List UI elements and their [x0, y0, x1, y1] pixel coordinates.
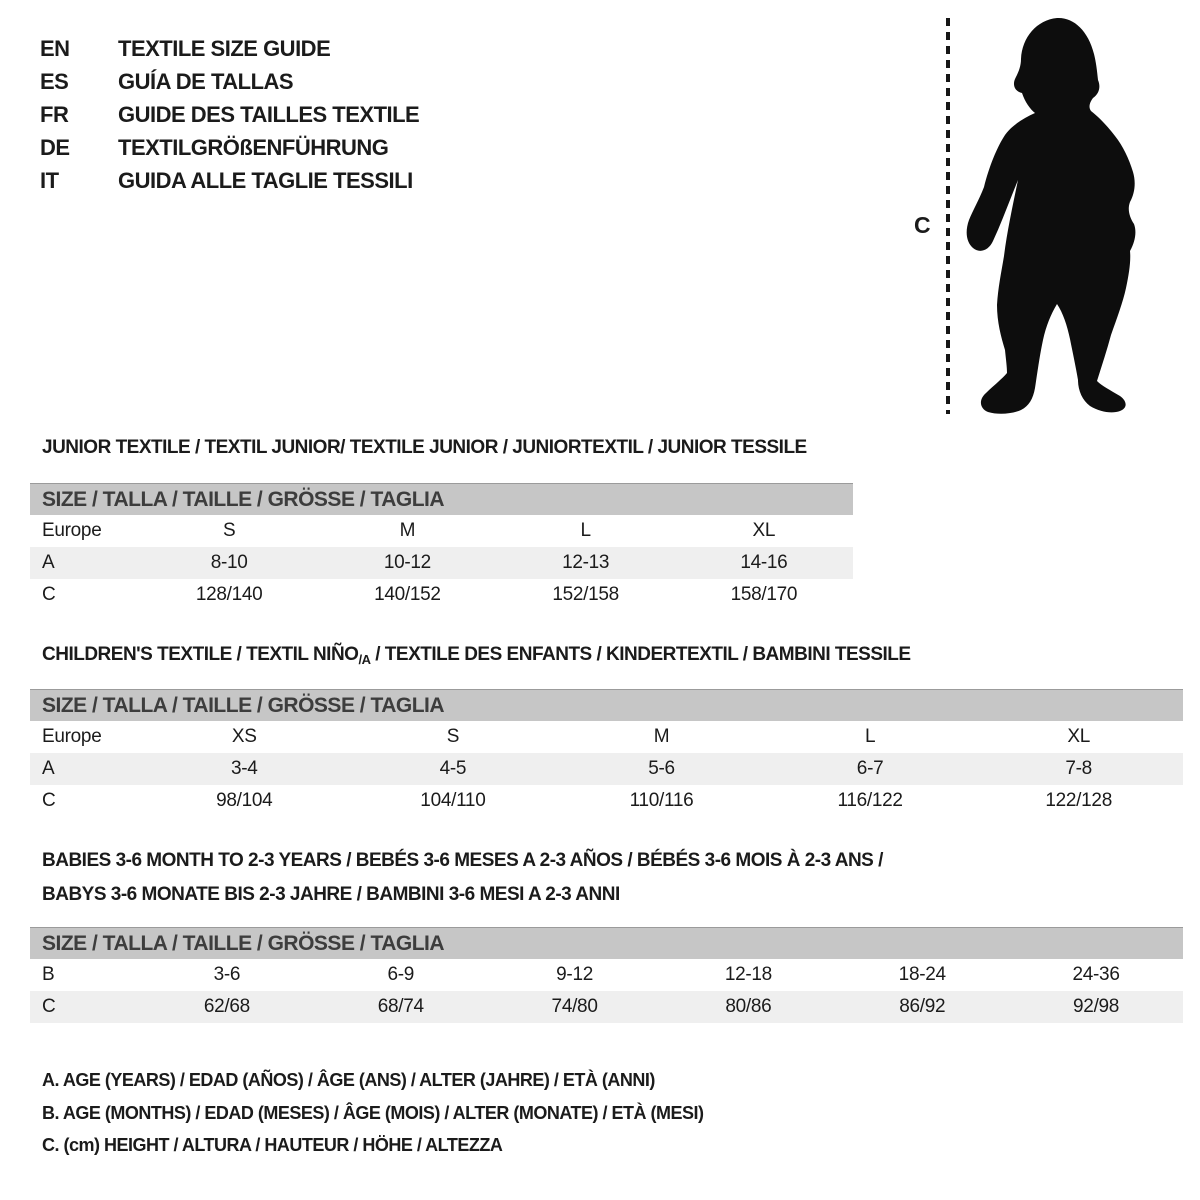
row-label: C: [42, 584, 56, 605]
height-cell: 116/122: [837, 790, 903, 811]
height-cell: 140/152: [374, 584, 441, 605]
height-measure-label: C: [914, 212, 931, 238]
age-months-cell: 24-36: [1072, 964, 1120, 985]
junior-size-table: [30, 483, 853, 611]
height-cell: 98/104: [216, 790, 273, 811]
height-cell: 158/170: [730, 584, 798, 605]
size-cell: L: [580, 520, 591, 541]
age-months-cell: 12-18: [724, 964, 772, 985]
babies-title-line1: BABIES 3-6 MONTH TO 2-3 YEARS / BEBÉS 3-6 MESES A 2-3 AÑOS / BÉBÉS 3-6 MOIS À 2-3 ANS /: [42, 850, 883, 871]
age-months-cell: 9-12: [556, 964, 593, 985]
language-code: FR: [40, 101, 69, 127]
language-row-de: [40, 131, 419, 164]
height-cell: 92/98: [1073, 996, 1120, 1017]
table-row: [30, 547, 853, 579]
height-measure-dashed-line: [946, 18, 950, 414]
table-row: [30, 721, 1183, 753]
babies-title-line2: BABYS 3-6 MONATE BIS 2-3 JAHRE / BAMBINI 3-6 MESI A 2-3 ANNI: [42, 884, 620, 905]
size-cell: XL: [1067, 726, 1090, 747]
height-cell: 152/158: [552, 584, 619, 605]
age-cell: 14-16: [740, 552, 788, 573]
size-cell: M: [653, 726, 670, 747]
size-cell: XS: [231, 726, 257, 747]
height-cell: 86/92: [899, 996, 946, 1017]
row-label: Europe: [42, 726, 102, 747]
legend-line-b: B. AGE (MONTHS) / EDAD (MESES) / ÂGE (MOIS) / ALTER (MONATE) / ETÀ (MESI): [42, 1102, 704, 1123]
age-cell: 12-13: [562, 552, 610, 573]
guide-title: GUIDE DES TAILLES TEXTILE: [118, 101, 420, 127]
guide-title: GUÍA DE TALLAS: [118, 68, 294, 94]
language-row-it: [40, 164, 419, 197]
toddler-silhouette-icon: [967, 18, 1136, 414]
height-cell: 74/80: [551, 996, 598, 1017]
language-title-list: [40, 32, 419, 197]
guide-title: GUIDA ALLE TAGLIE TESSILI: [118, 167, 413, 193]
size-header-bar: SIZE / TALLA / TAILLE / GRÖSSE / TAGLIA: [30, 689, 1183, 721]
row-label: Europe: [42, 520, 102, 541]
babies-section-title: [42, 844, 883, 912]
age-cell: 8-10: [210, 552, 248, 573]
age-cell: 3-4: [231, 758, 258, 779]
age-cell: 10-12: [383, 552, 431, 573]
age-months-cell: 3-6: [213, 964, 241, 985]
toddler-silhouette-image: [960, 10, 1200, 430]
height-cell: 110/116: [629, 790, 694, 811]
children-title-suffix: / TEXTILE DES ENFANTS / KINDERTEXTIL / BAMBINI TESSILE: [370, 644, 911, 665]
size-cell: S: [222, 520, 236, 541]
children-title-prefix: CHILDREN'S TEXTILE / TEXTIL NIÑO: [42, 644, 359, 665]
age-months-cell: 18-24: [898, 964, 946, 985]
language-code: DE: [40, 134, 70, 160]
row-label: C: [42, 790, 56, 811]
language-row-es: [40, 65, 419, 98]
age-months-cell: 6-9: [387, 964, 415, 985]
table-row: [30, 959, 1183, 991]
size-cell: L: [864, 726, 876, 747]
age-cell: 5-6: [648, 758, 675, 779]
size-header-bar: SIZE / TALLA / TAILLE / GRÖSSE / TAGLIA: [30, 927, 1183, 959]
age-cell: 7-8: [1065, 758, 1092, 779]
legend-line-c: C. (cm) HEIGHT / ALTURA / HAUTEUR / HÖHE / ALTEZZA: [42, 1135, 503, 1155]
size-header-bar: SIZE / TALLA / TAILLE / GRÖSSE / TAGLIA: [30, 483, 853, 515]
table-row: [30, 579, 853, 611]
language-row-fr: [40, 98, 419, 131]
size-cell: S: [446, 726, 460, 747]
row-label: A: [42, 552, 55, 573]
legend-line-a: A. AGE (YEARS) / EDAD (AÑOS) / ÂGE (ANS) / ALTER (JAHRE) / ETÀ (ANNI): [42, 1070, 655, 1090]
height-cell: 128/140: [195, 584, 263, 605]
height-cell: 80/86: [725, 996, 772, 1017]
row-label: B: [42, 964, 55, 985]
height-cell: 104/110: [420, 790, 486, 811]
children-section-title: [42, 644, 911, 667]
babies-size-table: [30, 927, 1183, 1023]
table-row: [30, 785, 1183, 817]
children-title-subscript: /A: [358, 652, 371, 667]
table-row: [30, 515, 853, 547]
children-size-table: [30, 689, 1183, 817]
size-cell: XL: [752, 520, 776, 541]
table-row: [30, 991, 1183, 1023]
age-cell: 4-5: [439, 758, 467, 779]
junior-section-title: JUNIOR TEXTILE / TEXTIL JUNIOR/ TEXTILE JUNIOR / JUNIORTEXTIL / JUNIOR TESSILE: [42, 437, 807, 458]
language-code: IT: [40, 167, 59, 193]
size-cell: M: [399, 520, 416, 541]
language-code: EN: [40, 35, 70, 61]
language-code: ES: [40, 68, 69, 94]
language-row-en: [40, 32, 419, 65]
height-cell: 68/74: [377, 996, 424, 1017]
table-row: [30, 753, 1183, 785]
measurement-legend: [42, 1064, 703, 1162]
height-cell: 62/68: [203, 996, 250, 1017]
row-label: A: [42, 758, 55, 779]
age-cell: 6-7: [856, 758, 884, 779]
row-label: C: [42, 996, 56, 1017]
height-cell: 122/128: [1045, 790, 1112, 811]
guide-title: TEXTILE SIZE GUIDE: [118, 35, 331, 61]
guide-title: TEXTILGRÖßENFÜHRUNG: [118, 134, 389, 160]
